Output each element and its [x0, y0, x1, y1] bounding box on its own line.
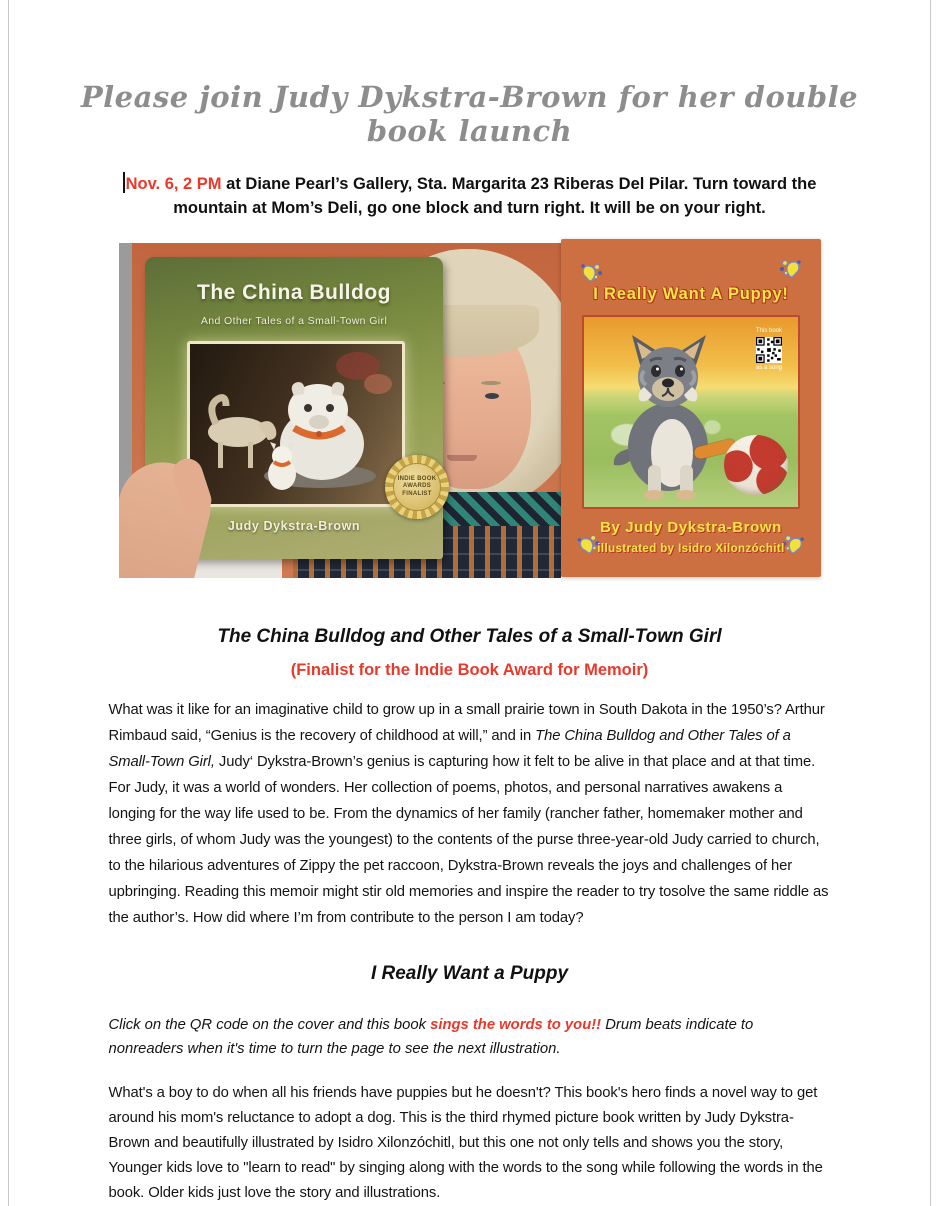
memoir-section-heading[interactable]: The China Bulldog and Other Tales of a Small-Town Girl	[217, 625, 722, 647]
event-details-paragraph[interactable]	[114, 172, 826, 221]
puppy-section-heading[interactable]: I Really Want a Puppy	[370, 962, 569, 984]
puppy-book-cover-image[interactable]	[561, 239, 821, 577]
china-figurines-illustration	[190, 344, 396, 498]
images-row	[119, 239, 930, 578]
qr-code-icon	[756, 337, 782, 363]
author-mouth	[447, 455, 477, 461]
memoir-text-lead: What was it like for an imaginative child to grow up in a small prairie town in South Dakota in the 1950’s? Arthur Rimbaud said, “Genius is the recovery of childhood at will,” and in	[108, 701, 825, 744]
memoir-award-subheading[interactable]: (Finalist for the Indie Book Award for Memoir)	[290, 660, 649, 679]
indie-award-seal-text: INDIE BOOK AWARDS FINALIST	[393, 463, 441, 511]
author-photo-image[interactable]	[119, 243, 561, 578]
qr-caption-bottom: as a song	[755, 365, 783, 372]
puppy-cover-title: I Really Want A Puppy!	[593, 284, 789, 303]
puppy-note-lead: Click on the QR code on the cover and this book	[108, 1016, 431, 1033]
author-eye	[485, 393, 499, 399]
document-page	[8, 0, 931, 1206]
puppy-cover-illustration	[582, 315, 800, 509]
puppy-qr-note-paragraph[interactable]	[109, 1013, 831, 1061]
puppy-cover-illustrator: illustrated by Isidro Xilonzóchitl	[597, 542, 785, 555]
memoir-description-paragraph[interactable]	[109, 697, 831, 931]
puppy-illustration	[610, 331, 730, 501]
qr-caption-top: This book	[755, 327, 782, 334]
author-eyebrow	[481, 381, 501, 385]
puppy-note-highlight: sings the words to you!!	[430, 1016, 602, 1033]
text-cursor	[123, 172, 125, 193]
paw-print-icon	[777, 257, 805, 285]
puppy-cover-byline: By Judy Dykstra-Brown	[600, 518, 782, 536]
china-bulldog-title: The China Bulldog	[197, 280, 391, 304]
memoir-text-book-title: The China Bulldog and Other Tales of a Small-Town Girl,	[108, 727, 791, 770]
figurines-photo	[187, 341, 405, 507]
indie-award-seal	[385, 455, 449, 519]
puppy-description-paragraph[interactable]: What's a boy to do when all his friends have puppies but he doesn't? This book's hero finds a novel way to get around his mom's reluctance to adopt a dog. This is the third rhymed picture book written by Judy Dykstra-Brown and beautifully illustrated by Isidro Xilonzóchitl, but this one not only tells and shows you the story, Younger kids love to "learn to read" by singing along with the words to the song while following the words in the book. Older kids just love the story and illustrations.	[108, 1084, 823, 1201]
qr-code-block[interactable]	[749, 327, 789, 374]
china-bulldog-subtitle: And Other Tales of a Small-Town Girl	[200, 314, 388, 327]
event-location-text: at Diane Pearl’s Gallery, Sta. Margarita 23 Riberas Del Pilar. Turn toward the mountain at Mom’s Deli, go one block and turn right. It will be on your right.	[173, 175, 817, 217]
page-title[interactable]: Please join Judy Dykstra-Brown for her double book launch	[80, 80, 859, 148]
red-white-ball	[724, 435, 788, 495]
puppy-note-rest: Drum beats indicate to nonreaders when it's time to turn the page to see the next illustration.	[108, 1016, 754, 1057]
china-bulldog-author: Judy Dykstra-Brown	[227, 518, 361, 533]
event-date: Nov. 6, 2 PM	[125, 175, 222, 193]
memoir-text-rest: Judy‘ Dykstra-Brown’s genius is capturing how it felt to be alive in that place and at that time. For Judy, it was a world of wonders. Her collection of poems, photos, and personal narratives awakens a longing for the way life used to be. From the dynamics of her family (rancher father, homemaker mother and three girls, of whom Judy was the youngest) to the contents of the purse three-year-old Judy carried to church, to the hilarious adventures of Zippy the pet raccoon, Dykstra-Brown reveals the joys and challenges of her upbringing. Reading this memoir might stir old memories and inspire the reader to try tosolve the same riddle as the author’s. How did where I’m from contribute to the person I am today?	[108, 753, 829, 926]
